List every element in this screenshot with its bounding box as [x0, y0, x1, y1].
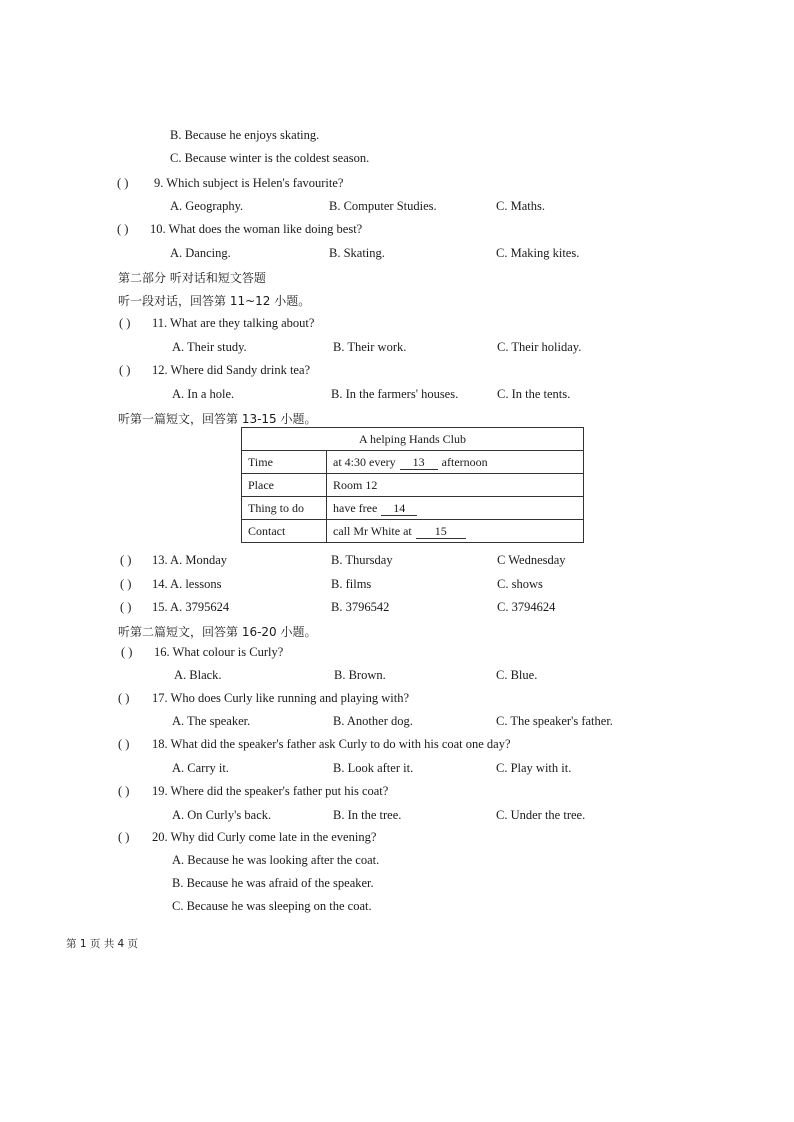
- time-suffix: afternoon: [441, 454, 488, 469]
- row-value-time: [327, 451, 584, 474]
- thing-text: have free: [333, 500, 378, 515]
- table-row: [242, 520, 584, 543]
- q16-option-a: A. Black.: [174, 668, 222, 682]
- passage1-instruction: 听第一篇短文，回答第 13-15 小题。: [118, 412, 317, 426]
- row-label-contact: Contact: [242, 520, 327, 543]
- club-info-table: [241, 427, 584, 543]
- answer-blank-19: ( ): [118, 784, 130, 798]
- q10-option-c: C. Making kites.: [496, 246, 580, 260]
- row-value-contact: [327, 520, 584, 543]
- q13-stem: 13. A. Monday: [152, 553, 227, 567]
- q9-option-b: B. Computer Studies.: [329, 199, 437, 213]
- answer-blank-11: ( ): [119, 316, 131, 330]
- q18-option-c: C. Play with it.: [496, 761, 572, 775]
- table-row: [242, 497, 584, 520]
- q19-stem: 19. Where did the speaker's father put his coat?: [152, 784, 389, 798]
- q11-option-b: B. Their work.: [333, 340, 407, 354]
- row-value-thing: [327, 497, 584, 520]
- q13-option-c: C Wednesday: [497, 553, 566, 567]
- table-row: [242, 451, 584, 474]
- page-footer: 第 1 页 共 4 页: [66, 938, 139, 950]
- q9-stem: 9. Which subject is Helen's favourite?: [154, 176, 344, 190]
- q14-option-b: B. films: [331, 577, 372, 591]
- q12-option-a: A. In a hole.: [172, 387, 235, 401]
- q18-stem: 18. What did the speaker's father ask Curly to do with his coat one day?: [152, 737, 511, 751]
- row-value-place: Room 12: [327, 474, 584, 497]
- answer-blank-10: ( ): [117, 222, 129, 236]
- q9-option-a: A. Geography.: [170, 199, 244, 213]
- part2-heading: 第二部分 听对话和短文答题: [118, 271, 266, 285]
- answer-blank-17: ( ): [118, 691, 130, 705]
- row-label-place: Place: [242, 474, 327, 497]
- answer-blank-15: ( ): [120, 600, 132, 614]
- q19-option-b: B. In the tree.: [333, 808, 402, 822]
- q15-option-b: B. 3796542: [331, 600, 390, 614]
- answer-blank-14: ( ): [120, 577, 132, 591]
- q16-option-c: C. Blue.: [496, 668, 538, 682]
- answer-blank-12: ( ): [119, 363, 131, 377]
- q20-option-a: A. Because he was looking after the coat.: [172, 853, 380, 867]
- answer-blank-9: ( ): [117, 176, 129, 190]
- q11-stem: 11. What are they talking about?: [152, 316, 315, 330]
- q17-option-b: B. Another dog.: [333, 714, 413, 728]
- passage2-instruction: 听第二篇短文，回答第 16-20 小题。: [118, 625, 317, 639]
- answer-blank-18: ( ): [118, 737, 130, 751]
- q19-option-a: A. On Curly's back.: [172, 808, 272, 822]
- q12-option-c: C. In the tents.: [497, 387, 571, 401]
- q17-stem: 17. Who does Curly like running and playing with?: [152, 691, 410, 705]
- q20-option-c: C. Because he was sleeping on the coat.: [172, 899, 372, 913]
- club-table-title: A helping Hands Club: [242, 428, 584, 451]
- q18-option-b: B. Look after it.: [333, 761, 414, 775]
- q10-option-a: A. Dancing.: [170, 246, 231, 260]
- q9-option-c: C. Maths.: [496, 199, 545, 213]
- q16-stem: 16. What colour is Curly?: [154, 645, 284, 659]
- q8-option-b: B. Because he enjoys skating.: [170, 128, 320, 142]
- answer-blank-16: ( ): [121, 645, 133, 659]
- answer-blank-20: ( ): [118, 830, 130, 844]
- q17-option-a: A. The speaker.: [172, 714, 251, 728]
- row-label-thing: Thing to do: [242, 497, 327, 520]
- q11-option-a: A. Their study.: [172, 340, 247, 354]
- q10-stem: 10. What does the woman like doing best?: [150, 222, 363, 236]
- row-label-time: Time: [242, 451, 327, 474]
- q16-option-b: B. Brown.: [334, 668, 386, 682]
- q19-option-c: C. Under the tree.: [496, 808, 586, 822]
- blank-15: 15: [416, 525, 466, 539]
- table-row: [242, 474, 584, 497]
- blank-14: 14: [381, 502, 417, 516]
- contact-text: call Mr White at: [333, 523, 412, 538]
- q14-stem: 14. A. lessons: [152, 577, 222, 591]
- q20-option-b: B. Because he was afraid of the speaker.: [172, 876, 374, 890]
- q12-option-b: B. In the farmers' houses.: [331, 387, 459, 401]
- q13-option-b: B. Thursday: [331, 553, 393, 567]
- answer-blank-13: ( ): [120, 553, 132, 567]
- q15-stem: 15. A. 3795624: [152, 600, 230, 614]
- dialogue-instruction: 听一段对话，回答第 11~12 小题。: [118, 294, 311, 308]
- blank-13: 13: [400, 456, 438, 470]
- q20-stem: 20. Why did Curly come late in the evening?: [152, 830, 377, 844]
- q15-option-c: C. 3794624: [497, 600, 556, 614]
- q17-option-c: C. The speaker's father.: [496, 714, 613, 728]
- q8-option-c: C. Because winter is the coldest season.: [170, 151, 370, 165]
- q18-option-a: A. Carry it.: [172, 761, 229, 775]
- q14-option-c: C. shows: [497, 577, 543, 591]
- time-text: at 4:30 every: [333, 454, 396, 469]
- q11-option-c: C. Their holiday.: [497, 340, 582, 354]
- q12-stem: 12. Where did Sandy drink tea?: [152, 363, 311, 377]
- q10-option-b: B. Skating.: [329, 246, 385, 260]
